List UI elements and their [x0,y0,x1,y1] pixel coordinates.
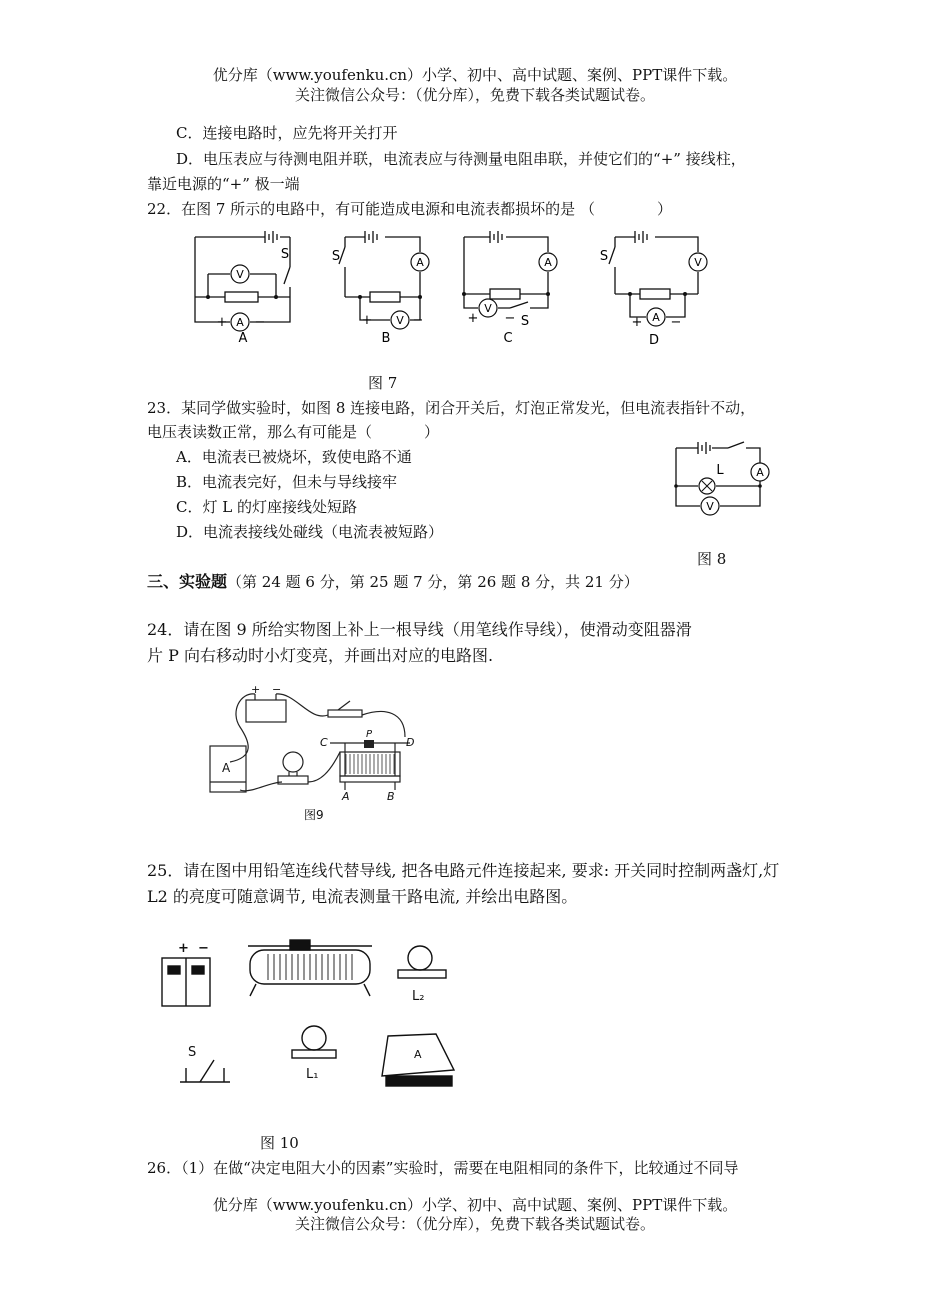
figure-7-circuits [180,222,740,352]
circuit-d [609,231,698,317]
q25-line2: L2 的亮度可随意调节, 电流表测量干路电流, 并绘出电路图。 [147,887,578,906]
minus-sign: − [504,311,516,326]
ammeter-symbol: A [756,466,764,479]
figure-8-caption: 图 8 [697,550,727,568]
ammeter-symbol: A [236,316,244,329]
minus-sign: − [412,313,424,328]
header-line-2: 关注微信公众号：（优分库），免费下载各类试题试卷。 [294,86,655,104]
plus-sign: + [467,311,479,326]
q21-option-d-line2: 靠近电源的“+” 极一端 [147,175,300,193]
switch-label: S [280,247,290,262]
q23-stem-line2: 电压表读数正常，那么有可能是（ ） [147,423,440,441]
circuit-b [339,231,420,320]
circuit-label-b: B [381,331,391,346]
battery-minus: − [198,941,209,956]
switch-label: S [331,249,341,264]
header-line-1: 优分库（www.youfenku.cn）小学、初中、高中试题、案例、PPT课件下载。 [212,66,738,84]
figure-9-apparatus [200,682,440,830]
figure-7-caption: 图 7 [368,374,398,392]
section-3-heading [147,571,639,593]
circuit-label-a: A [238,331,248,346]
switch-s-label: S [188,1045,197,1060]
lamp-l1-label: L₁ [306,1067,319,1082]
terminal-a: A [342,790,350,803]
ammeter-symbol: A [652,311,660,324]
footer-line-2: 关注微信公众号：（优分库），免费下载各类试题试卷。 [294,1215,655,1233]
section-3-title: 三、实验题 [147,572,228,591]
voltmeter-symbol: V [396,314,404,327]
figure-9-caption: 图9 [304,808,324,822]
lamp-label: L [716,463,724,478]
terminal-c: C [320,736,328,749]
q26-line1: 26．（1）在做“决定电阻大小的因素”实验时，需要在电阻相同的条件下，比较通过不同导 [147,1159,739,1177]
battery-plus: + [178,941,189,956]
q23-stem-line1: 23．某同学做实验时，如图 8 连接电路，闭合开关后，灯泡正常发光，但电流表指针不动， [147,399,756,417]
q23-option-c: C．灯 L 的灯座接线处短路 [176,498,357,516]
plus-sign: + [631,315,643,330]
slider-label-p: P [366,729,373,740]
q21-option-c: C．连接电路时，应先将开关打开 [176,124,398,142]
minus-sign: − [670,315,682,330]
q24-line1: 24．请在图 9 所给实物图上补上一根导线（用笔线作导线），使滑动变阻器滑 [147,620,692,639]
q22-stem: 22．在图 7 所示的电路中，有可能造成电源和电流表都损坏的是 （ ） [147,200,672,218]
q23-option-a: A．电流表已被烧坏，致使电路不通 [176,448,412,466]
q23-option-d: D．电流表接线处碰线（电流表被短路） [176,523,444,541]
lamp-l2-label: L₂ [412,989,425,1004]
voltmeter-symbol: V [694,256,702,269]
slider-p [364,740,374,748]
circuit-label-c: C [503,331,513,346]
ammeter-symbol: A [544,256,552,269]
minus-sign: − [254,315,266,330]
voltmeter-symbol: V [484,302,492,315]
footer-line-1: 优分库（www.youfenku.cn）小学、初中、高中试题、案例、PPT课件下载。 [212,1196,738,1214]
switch-label: S [520,314,530,329]
circuit-label-d: D [648,333,660,348]
figure-8-circuit [668,438,778,528]
q24-line2: 片 P 向右移动时小灯变亮，并画出对应的电路图. [147,646,494,665]
ammeter-symbol: A [416,256,424,269]
voltmeter-symbol: V [236,268,244,281]
figure-10-apparatus [150,930,470,1100]
terminal-d: D [406,736,415,749]
voltmeter-symbol: V [706,500,714,513]
ammeter-label: A [414,1048,422,1061]
ammeter-label: A [222,761,231,775]
figure-10-caption: 图 10 [260,1134,299,1152]
switch-label: S [599,249,609,264]
plus-sign: + [361,313,373,328]
battery-minus: − [272,683,282,696]
section-3-note: （第 24 题 6 分，第 25 题 7 分，第 26 题 8 分，共 21 分） [227,573,639,591]
plus-sign: + [216,315,228,330]
circuit-c [464,231,548,308]
q23-option-b: B．电流表完好，但未与导线接牢 [176,473,398,491]
q25-line1: 25．请在图中用铅笔连线代替导线, 把各电路元件连接起来, 要求: 开关同时控制两盏灯,灯 [147,861,780,880]
battery-plus: + [251,683,261,696]
terminal-b: B [387,790,395,803]
q21-option-d-line1: D．电压表应与待测电阻并联，电流表应与待测量电阻串联，并使它们的“+” 接线柱， [176,150,746,168]
battery [246,700,286,722]
